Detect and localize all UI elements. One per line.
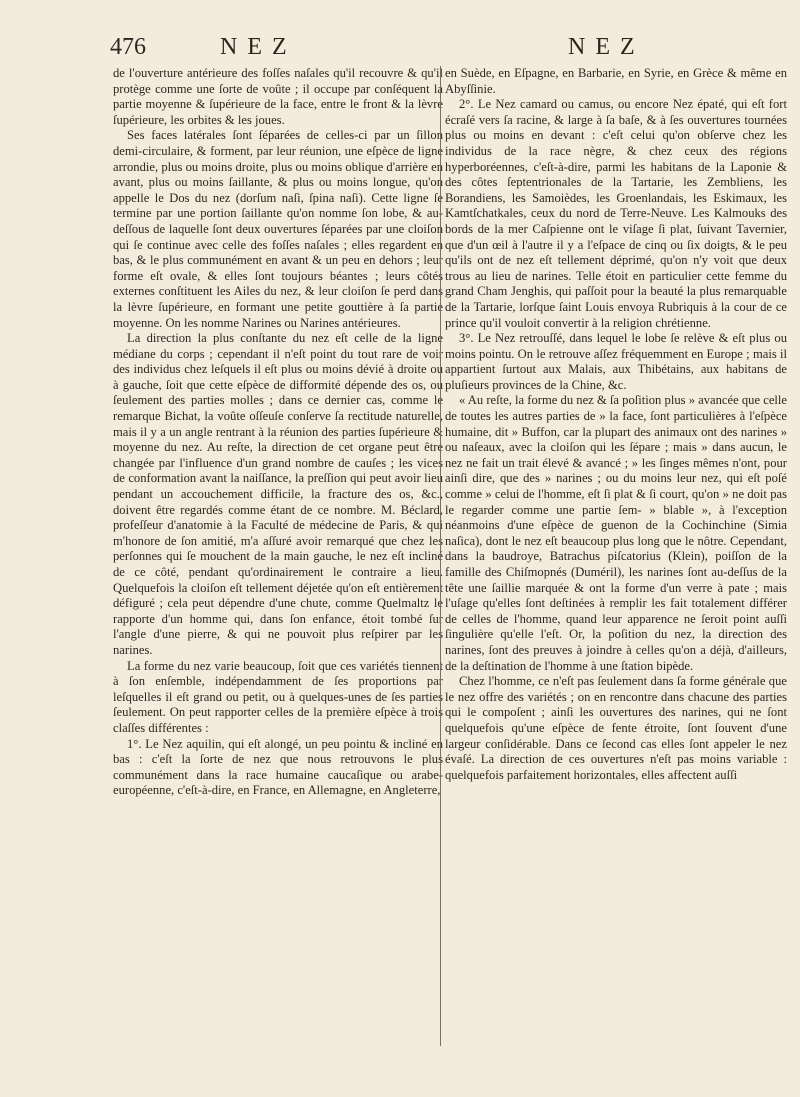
page-number: 476 (110, 34, 146, 60)
paragraph: de l'ouverture antérieure des foſſes naſales qu'il recouvre & qu'il protège comme une ſorte de voûte ; il occupe par conſéquent la partie moyenne & ſupérieure de la face, entre le front & la lèvre ſupérieure, les orbites & les joues. (113, 66, 443, 127)
left-column (113, 66, 443, 799)
running-head-right: NEZ (568, 34, 645, 60)
paragraph: 2°. Le Nez camard ou camus, ou encore Nez épaté, qui eſt fort écraſé vers ſa racine, & large à ſa baſe, & à ſes ouvertures tournées plus ou moins en devant : c'eſt celui qu'on obſerve chez les individus de la race nègre, & chez ceux des régions hyperboréennes, c'eſt-à-dire, parmi les habitans de la Laponie & des côtes ſeptentrionales de la Tartarie, les Zembliens, les Borandiens, les Samoièdes, les Groenlandais, les Eskimaux, les Kamtſchatkales, ceux du nord de Terre-Neuve. Les Kalmouks des bords de la mer Caſpienne ont le viſage ſi plat, ſuivant Tavernier, que d'un œil à l'autre il y a l'eſpace de cinq ou ſix doigts, & le peu qu'ils ont de nez eſt tellement déprimé, qu'on n'y voit que deux trous au lieu de narines. Telle étoit en particulier cette femme du grand Cham Jenghis, qui paſſoit pour la beauté la plus remarquable de la Tartarie, lorſque ſaint Louis envoya Rubriquis à la cour de ce prince qu'il vouloit convertir à la religion chrétienne. (445, 97, 787, 330)
column-divider (440, 66, 441, 1046)
paragraph: « Au reſte, la forme du nez & ſa poſition plus » avancée que celle de toutes les autres parties de » la face, ſont particulières à l'eſpèce humaine, dit » Buffon, car la plupart des animaux ont des narines » ou naſeaux, avec la cloiſon qui les ſépare ; mais » dans aucun, le nez ne fait un trait élevé & avancé ; » les ſinges mêmes n'ont, pour ainſi dire, que des » narines ; ou du moins leur nez, qui eſt poſé comme » celui de l'homme, eſt ſi plat & ſi court, qu'on » ne doit pas le regarder comme une partie ſem- » blable », à l'exception néanmoins d'une eſpèce de guenon de la Cochinchine (Simia naſica), dont le nez eſt beaucoup plus long que le nôtre. Cependant, dans la baudroye, Batrachus piſcatorius (Klein), poiſſon de la famille des Chiſmopnés (Duméril), les narines ſont au-deſſus de la tête une ſaillie marquée & ont la forme d'un verre à pate ; mais l'uſage qu'elles ſont deſtinées à remplir les fait totalement différer de celles de l'homme, quand leur apparence ne ſeroit point auſſi ſingulière qu'elle l'eſt. Or, la poſition du nez, la direction des narines, ſont des preuves à joindre à celles qu'on a déjà, d'ailleurs, de la deſtination de l'homme à une ſtation bipède. (445, 393, 787, 673)
paragraph: 3°. Le Nez retrouſſé, dans lequel le lobe ſe relève & eſt plus ou moins pointu. On le retrouve aſſez fréquemment en Europe ; mais il appartient ſurtout aux Malais, aux Thibétains, aux habitans de pluſieurs provinces de la Chine, &c. (445, 331, 787, 392)
paragraph: Chez l'homme, ce n'eſt pas ſeulement dans ſa forme générale que le nez offre des variétés ; on en rencontre dans chacune des parties qui le compoſent ; ainſi les ouvertures des narines, qui ne ſont quelquefois qu'une eſpèce de fente étroite, ſont ſouvent d'une largeur conſidérable. Dans ce ſecond cas elles ſont appeler le nez évaſé. La direction de ces ouvertures n'eſt pas moins variable : quelquefois parfaitement horizontales, elles affectent auſſi (445, 674, 787, 782)
paragraph: La direction la plus conſtante du nez eſt celle de la ligne médiane du corps ; cependant il n'eſt point du tout rare de voir des individus chez leſquels il eſt plus ou moins dévié à droite ou à gauche, ſoit que cette eſpèce de difformité dépende des os, ou ſeulement des parties molles ; dans ce dernier cas, comme le remarque Bichat, la voûte oſſeuſe conſerve ſa rectitude naturelle, mais il y a un angle rentrant à la réunion des parties ſupérieure & moyenne du nez. Au reſte, la direction de cet organe peut être changée par l'influence d'un grand nombre de cauſes ; les vices de conformation avant la naiſſance, la preſſion qui peut avoir lieu pendant un accouchement difficile, la fracture des os, &c., doivent être regardés comme étant de ce nombre. M. Béclard, profeſſeur d'anatomie à la Faculté de médecine de Paris, & qui m'honore de ſon amitié, m'a aſſuré avoir remarqué que chez les perſonnes qui ſe mouchent de la main gauche, le nez eſt incliné de ce côté, pendant qu'ordinairement le contraire a lieu. Quelquefois la cloiſon eſt tellement déjetée qu'on eſt entièrement défiguré ; cela peut dépendre d'une chute, comme Quelmaltz le rapporte d'un homme qui, dans ſon enfance, étoit tombé ſur l'angle d'une pierre, & qui ne pouvoit plus reſpirer par les narines. (113, 331, 443, 657)
paragraph: 1°. Le Nez aquilin, qui eſt alongé, un peu pointu & incliné en bas : c'eſt la ſorte de nez que nous retrouvons le plus communément dans la race humaine caucaſique ou arabe-européenne, c'eſt-à-dire, en France, en Allemagne, en Angleterre, (113, 736, 443, 798)
paragraph: en Suède, en Eſpagne, en Barbarie, en Syrie, en Grèce & même en Abyſſinie. (445, 66, 787, 96)
paragraph: Ses faces latérales ſont ſéparées de celles-ci par un ſillon demi-circulaire, & forment, par leur réunion, une eſpèce de ligne arrondie, plus ou moins droite, plus ou moins oblique d'arrière en avant, plus ou moins ſaillante, & plus ou moins longue, qu'on appelle le Dos du nez (dorſum naſi, ſpina naſi). Cette ligne ſe termine par une portion ſaillante qu'on nomme ſon lobe, & au-deſſous de laquelle ſont deux ouvertures ſéparées par une cloiſon qui ſe continue avec celle des foſſes naſales ; elles regardent en bas, & le plus communément en avant & un peu en dehors ; leur forme eſt ovale, & elles ſont toujours béantes ; leurs côtés externes conſtituent les Ailes du nez, & leur cloiſon ſe perd dans la lèvre ſupérieure, en formant une petite gouttière à ſa partie moyenne. On les nomme Narines ou Narines antérieures. (113, 128, 443, 330)
right-column (445, 66, 787, 783)
page-header (110, 30, 760, 66)
paragraph: La forme du nez varie beaucoup, ſoit que ces variétés tiennent à ſon enſemble, indépendamment de ſes proportions par leſquelles il eſt grand ou petit, ou à quelques-unes de ſes parties ſeulement. On peut rapporter celles de la première eſpèce à trois claſſes différentes : (113, 658, 443, 735)
running-head-left: NEZ (220, 34, 297, 60)
